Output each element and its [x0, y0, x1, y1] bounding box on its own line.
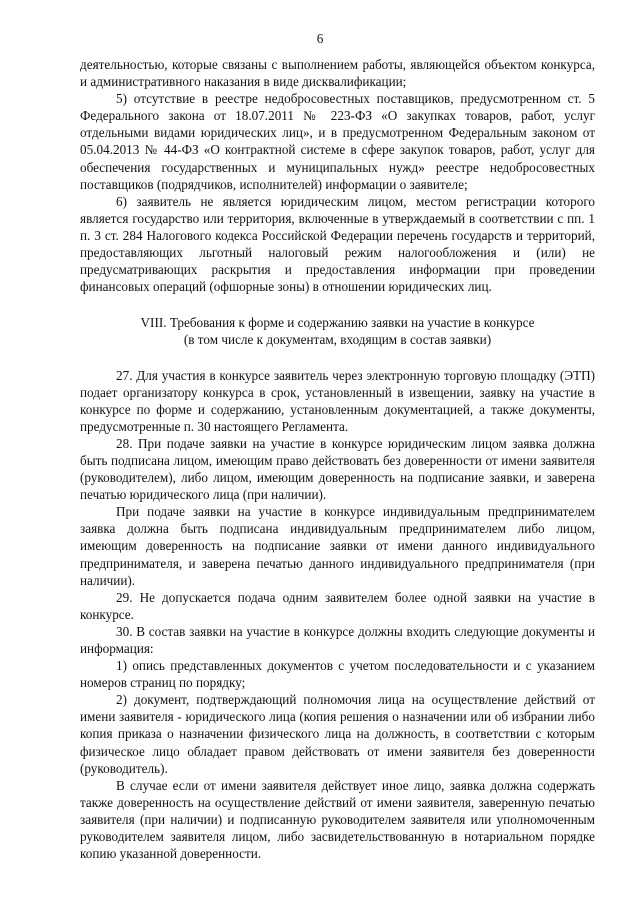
- paragraph-item-5: 5) отсутствие в реестре недобросовестных поставщиков, предусмотренном ст. 5 Федерального закона от 18.07.2011 № 223-ФЗ «О закупках товаров, работ, услуг отдельными видами юридических лиц», и в предусмотренном Федеральным законом от 05.04.2013 № 44-ФЗ «О контрактной системе в сфере закупок товаров, работ, услуг для обеспечения государственных и муниципальных нужд» реестре недобросовестных поставщиков (подрядчиков, исполнителей) информации о заявителе;: [80, 91, 595, 192]
- spacer: [80, 349, 595, 367]
- paragraph-30-item-1: 1) опись представленных документов с учетом последовательности и с указанием номеров страниц по порядку;: [80, 658, 595, 691]
- paragraph-continuation: деятельностью, которые связаны с выполнением работы, являющейся объектом конкурса, и административного наказания в виде дисквалификации;: [80, 57, 595, 90]
- paragraph-28-entrepreneur: При подаче заявки на участие в конкурсе индивидуальным предпринимателем заявка должна быть подписана индивидуальным предпринимателем либо лицом, имеющим доверенность на подписание заявки от имени данного индивидуального предпринимателя, и заверена печатью данного индивидуального предпринимателя (при наличии).: [80, 504, 595, 588]
- page-number: 6: [316, 31, 324, 46]
- spacer: [80, 295, 595, 314]
- paragraph-30: 30. В состав заявки на участие в конкурсе должны входить следующие документы и информация:: [80, 623, 595, 656]
- section-heading-line2: (в том числе к документам, входящим в состав заявки): [183, 332, 492, 348]
- paragraph-30-item-2: 2) документ, подтверждающий полномочия лица на осуществление действий от имени заявителя - юридического лица (копия решения о назначении или об избрании либо копия приказа о назначении физического лица на должность, в соответствии с которым физическое лицо обладает правом действовать от имени заявителя без доверенности (руководитель).: [80, 692, 595, 776]
- section-heading-line1: VIII. Требования к форме и содержанию заявки на участие в конкурсе: [140, 315, 535, 331]
- document-body: [80, 56, 595, 862]
- paragraph-27: 27. Для участия в конкурсе заявитель через электронную торговую площадку (ЭТП) подает организатору конкурса в срок, установленный в извещении, заявку на участие в конкурсе по форме и содержанию, установленным документацией, а также документы, предусмотренные п. 30 настоящего Регламента.: [80, 367, 595, 434]
- paragraph-29: 29. Не допускается подача одним заявителем более одной заявки на участие в конкурсе.: [80, 589, 595, 622]
- paragraph-power-of-attorney: В случае если от имени заявителя действует иное лицо, заявка должна содержать также доверенность на осуществление действий от имени заявителя, заверенную печатью заявителя (при наличии) и подписанную руководителем заявителя или уполномоченным руководителем заявителя лицом, либо засвидетельствованную в нотариальном порядке копию указанной доверенности.: [80, 777, 595, 862]
- paragraph-item-6: 6) заявитель не является юридическим лицом, местом регистрации которого является государство или территория, включенные в утверждаемый в соответствии с пп. 1 п. 3 ст. 284 Налогового кодекса Российской Федерации перечень государств и территорий, предоставляющих льготный налоговый режим налогообложения и (или) не предусматривающих раскрытия и предоставления информации при проведении финансовых операций (офшорные зоны) в отношении юридических лиц.: [80, 193, 595, 295]
- paragraph-28: 28. При подаче заявки на участие в конкурсе юридическим лицом заявка должна быть подписана лицом, имеющим право действовать без доверенности от имени заявителя (руководителем), либо лицом, имеющим доверенность на подписание заявки, и заверена печатью юридического лица (при наличии).: [80, 435, 595, 503]
